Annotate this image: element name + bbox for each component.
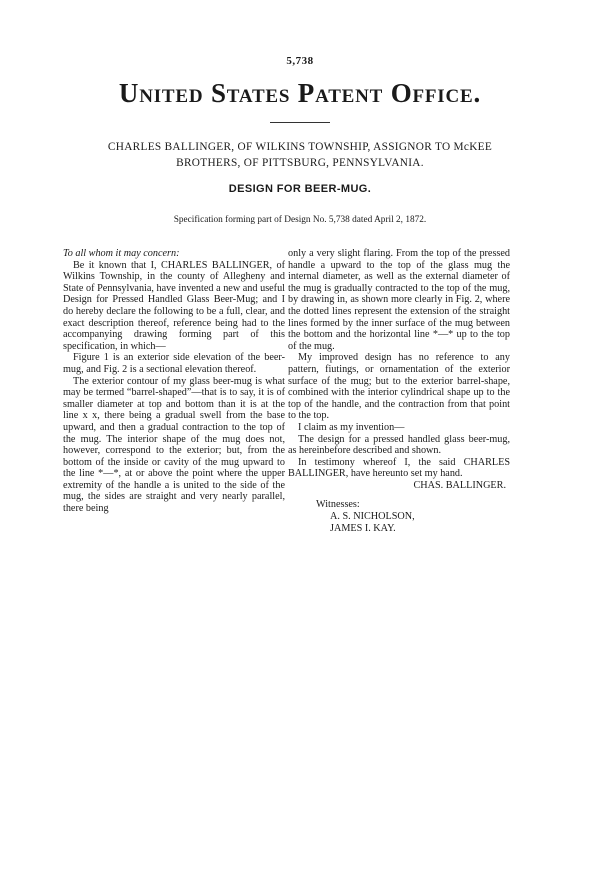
witnesses-label: Witnesses: [316, 499, 360, 511]
header-rule [270, 122, 330, 123]
paragraph-improvement: My improved design has no reference to any pattern, fiutings, or ornamentation of the exterior surface of the mug; but to the exterior barrel-shape, combined with the interior cylindrical shape up to the top of the handle, and the contraction from that point to the top. [288, 352, 510, 422]
paragraph-continuation: only a very slight flaring. From the top of the pressed handle a upward to the top of the glass mug the internal diameter, as well as the external diameter of the mug is gradually contracted to the top of the mug, by drawing in, as shown more clearly in Fig. 2, where the dotted lines represent the extension of the straight lines formed by the inner surface of the mug between the bottom and the horizontal line *—* up to the top of the mug. [288, 248, 510, 352]
patent-number: 5,738 [286, 55, 314, 67]
witness-2: JAMES I. KAY. [330, 522, 396, 534]
specification-line: Specification forming part of Design No. 5,738 dated April 2, 1872. [173, 215, 427, 225]
paragraph-figures: Figure 1 is an exterior side elevation of the beer-mug, and Fig. 2 is a sectional elevation thereof. [63, 352, 285, 375]
office-title: United States Patent Office. [118, 78, 482, 108]
design-title: DESIGN FOR BEER-MUG. [228, 183, 372, 195]
witness-1: A. S. NICHOLSON, [330, 511, 415, 523]
right-column [288, 248, 510, 534]
left-column [63, 248, 285, 515]
signature: CHAS. BALLINGER. [413, 479, 506, 491]
inventor-block [40, 139, 560, 171]
inventor-line-2: BROTHERS, OF PITTSBURG, PENNSYLVANIA. [176, 157, 424, 169]
paragraph-introduction: Be it known that I, CHARLES BALLINGER, of Wilkins Township, in the county of Allegheny and State of Pennsylvania, have invented a new and useful Design for Pressed Handled Glass Beer-Mug; and I do hereby declare the following to be a full, clear, and exact description thereof, reference being had to the accompanying drawing forming part of this specification, in which— [63, 259, 285, 352]
testimony: In testimony whereof I, the said CHARLES BALLINGER, have hereunto set my hand. [288, 456, 510, 480]
claim-text: The design for a pressed handled glass beer-mug, as hereinbefore described and shown. [288, 433, 510, 457]
claim-intro: I claim as my invention— [298, 421, 405, 433]
paragraph-contour: The exterior contour of my glass beer-mug is what may be termed “barrel-shaped”—that is to say, it is of smaller diameter at top and bottom than it is at the line x x, there being a gradual swell from the base upward, and then a gradual contraction to the top of the mug. The interior shape of the mug does not, however, correspond to the exterior; but, from the bottom of the inside or cavity of the mug upward to the line *—*, at or above the point where the upper extremity of the handle a is united to the side of the mug, the sides are straight and very nearly parallel, there being [63, 375, 285, 515]
inventor-line-1: CHARLES BALLINGER, OF WILKINS TOWNSHIP, ASSIGNOR TO McKEE [107, 141, 493, 153]
salutation: To all whom it may concern: [63, 248, 180, 259]
